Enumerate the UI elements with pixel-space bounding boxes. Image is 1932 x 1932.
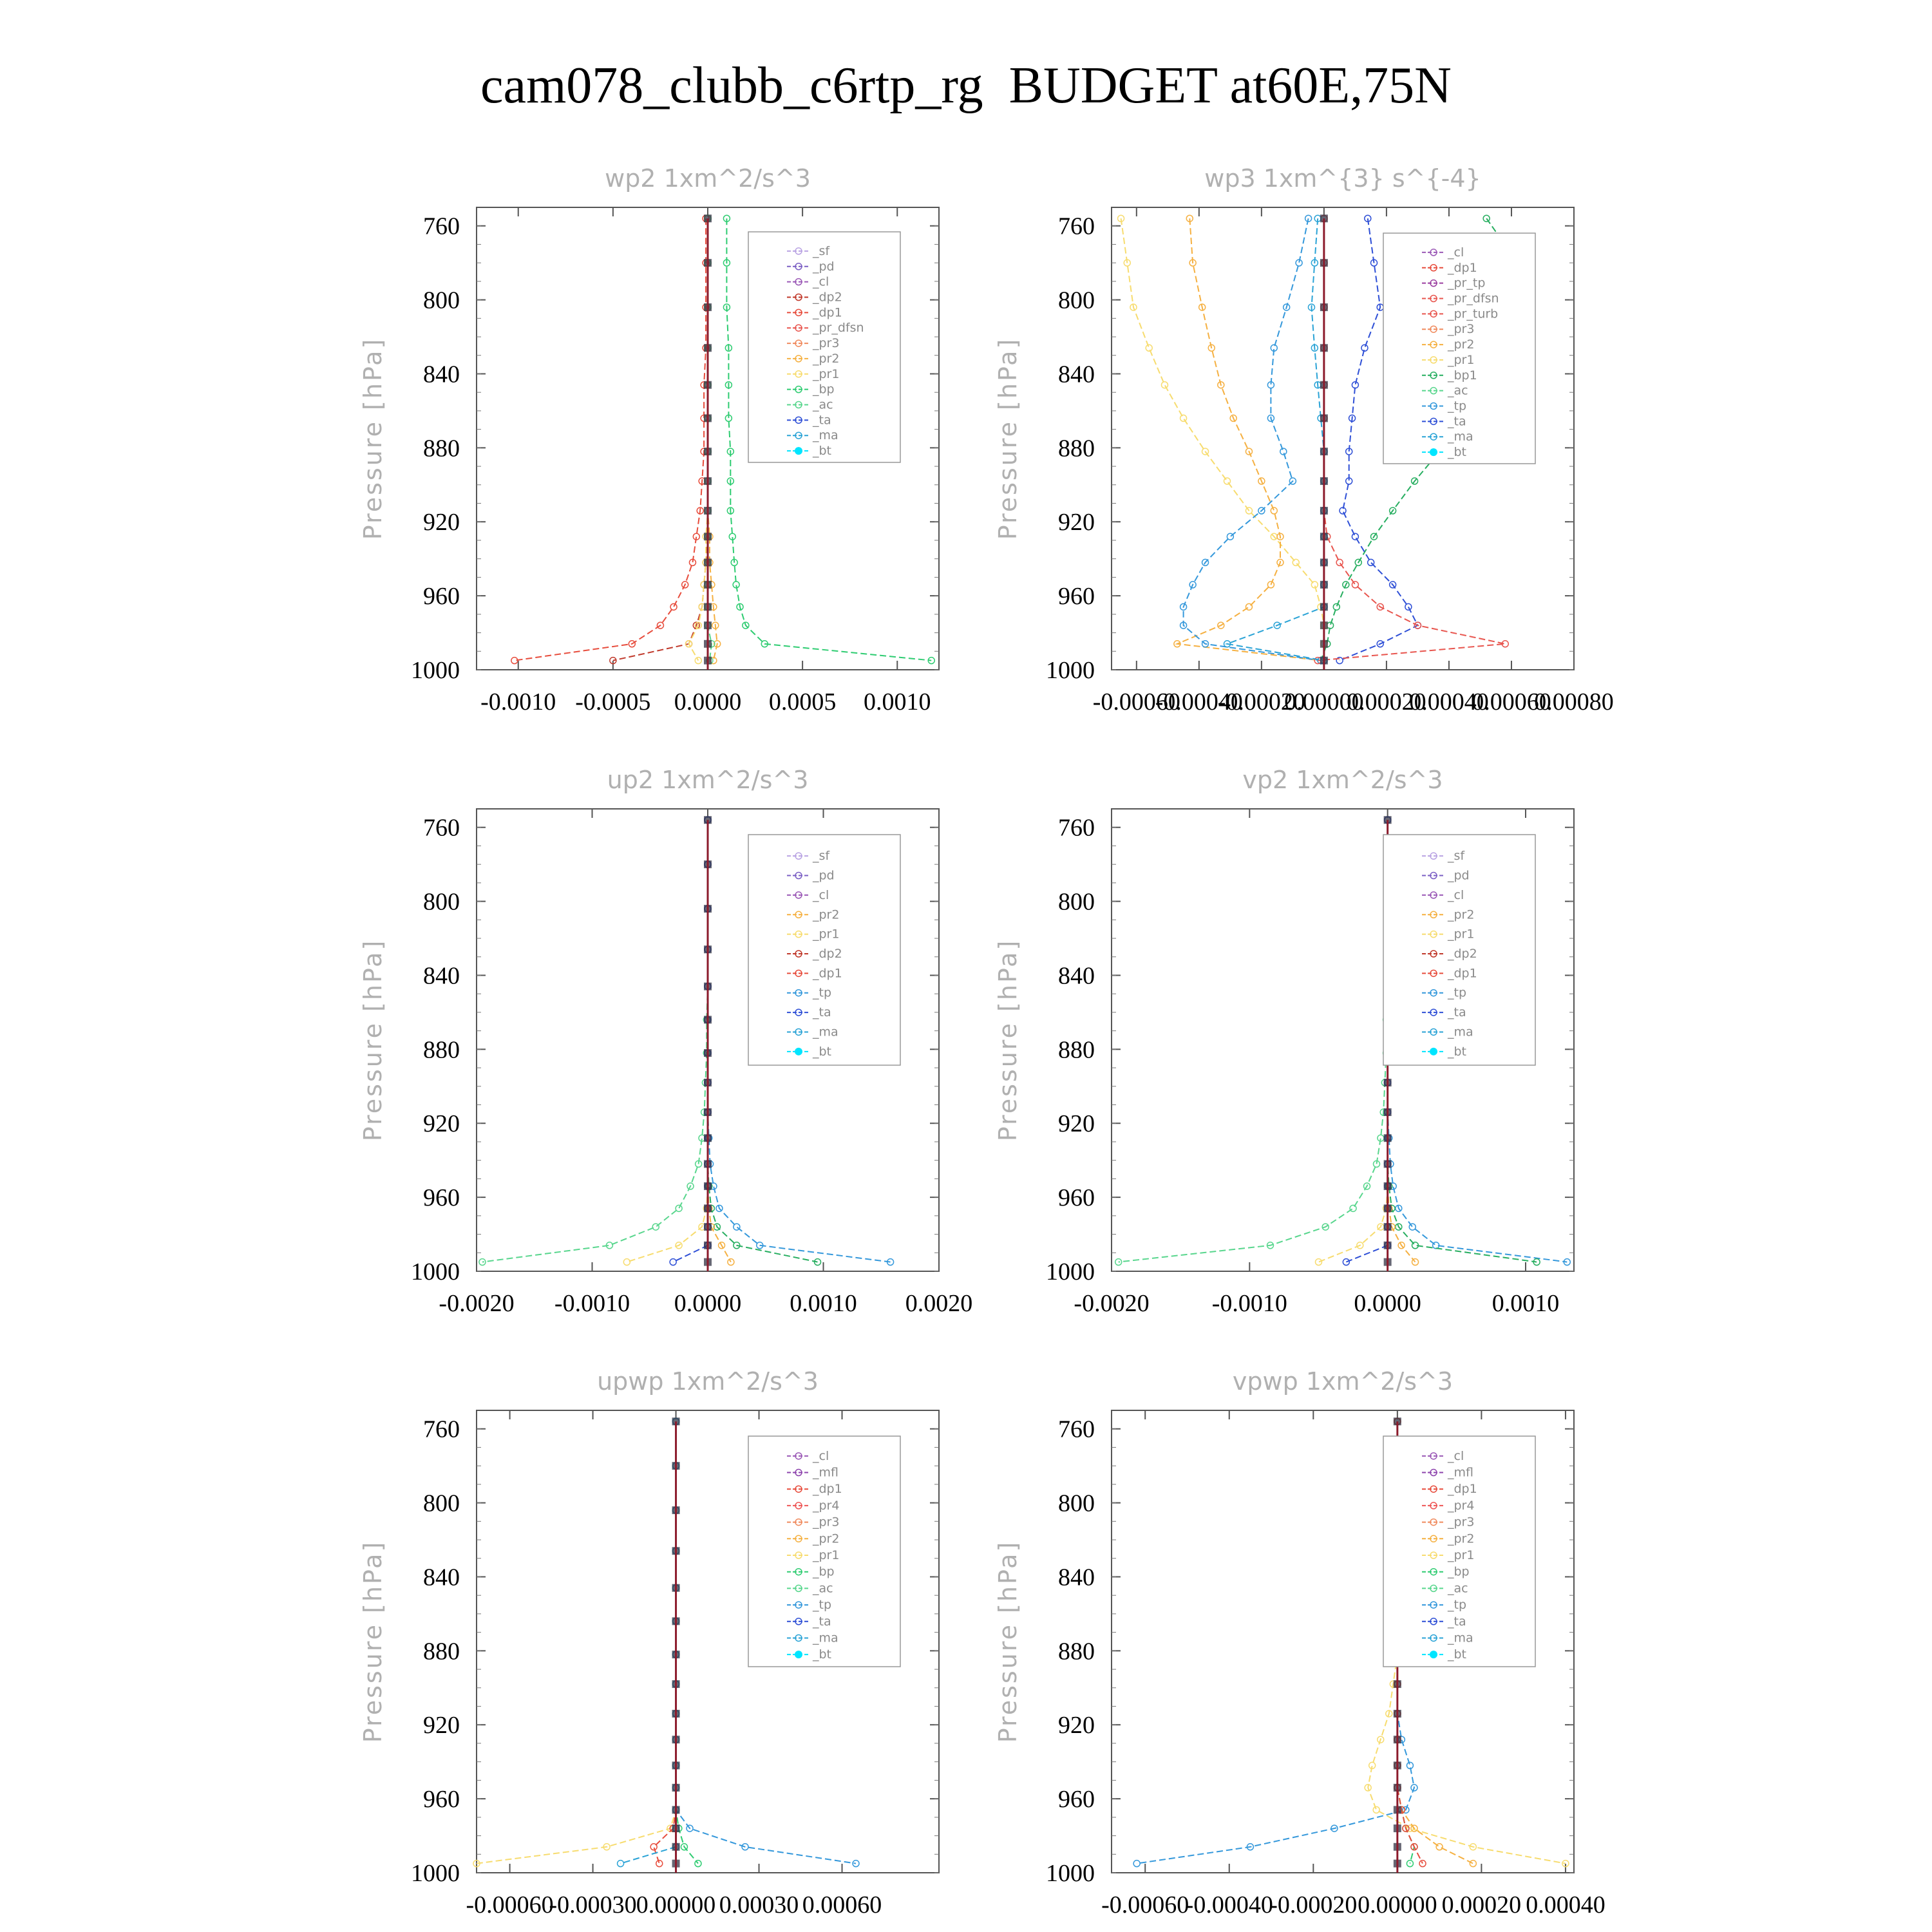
upwp-legend-label: _pr4 xyxy=(813,1498,840,1513)
vp2-point-ta xyxy=(1343,1259,1349,1265)
vpwp-legend-label: _mfl xyxy=(1448,1465,1473,1480)
vpwp-xtick-label: -0.00040 xyxy=(1185,1891,1273,1918)
vpwp-ytick-label: 840 xyxy=(1058,1564,1095,1591)
up2-legend-label: _tp xyxy=(813,985,832,1000)
wp2-y-axis-label: Pressure [hPa] xyxy=(359,337,387,540)
up2-legend-label: _bt xyxy=(813,1044,832,1059)
vpwp-point-pr2 xyxy=(1436,1844,1443,1850)
wp3-legend-label: _pr_tp xyxy=(1448,276,1486,290)
wp3-legend-label: _ac xyxy=(1448,383,1468,398)
vpwp-panel-title: vpwp 1xm^2/s^3 xyxy=(1232,1367,1454,1396)
vp2-panel-title: vp2 1xm^2/s^3 xyxy=(1242,766,1443,794)
up2-xtick-label: 0.0020 xyxy=(905,1290,973,1317)
vp2-ytick-label: 920 xyxy=(1058,1110,1095,1138)
vp2-point-dp1 xyxy=(1350,1205,1356,1211)
wp3-point-tp xyxy=(1280,448,1287,455)
vpwp-point-pr2 xyxy=(1470,1861,1476,1867)
wp2-xtick-label: 0.0000 xyxy=(674,688,742,715)
wp3-ytick-label: 1000 xyxy=(1046,657,1095,684)
upwp-series-pr4 xyxy=(654,1421,676,1863)
wp2-ytick-label: 960 xyxy=(423,583,460,611)
up2-ytick-label: 760 xyxy=(423,814,460,842)
upwp-xtick-label: -0.00030 xyxy=(549,1891,637,1918)
wp3-point-bp1 xyxy=(1333,603,1340,610)
wp2-legend-label: _dp1 xyxy=(813,305,842,320)
wp3-legend-marker xyxy=(1430,448,1437,456)
upwp-ytick-label: 1000 xyxy=(411,1860,460,1887)
wp2-legend-label: _ma xyxy=(813,428,838,443)
vpwp-xtick-label: -0.00020 xyxy=(1269,1891,1358,1918)
up2-ytick-label: 920 xyxy=(423,1110,460,1138)
up2-legend-marker xyxy=(795,1048,802,1056)
vp2-legend-label: _dp1 xyxy=(1448,966,1477,981)
up2-point-dp1 xyxy=(652,1224,659,1230)
wp3-legend-label: _bp1 xyxy=(1448,368,1477,383)
upwp-legend-label: _tp xyxy=(813,1598,832,1613)
wp3-series-pr2 xyxy=(1177,218,1321,660)
upwp-xtick-label: -0.00060 xyxy=(466,1891,554,1918)
wp3-legend-label: _pr_dfsn xyxy=(1448,291,1499,306)
vp2-legend-label: _pd xyxy=(1448,868,1470,883)
vpwp-legend-label: _pr3 xyxy=(1448,1515,1475,1530)
upwp-point-ma xyxy=(618,1861,624,1867)
up2-xtick-label: -0.0020 xyxy=(439,1290,515,1317)
vp2-legend-label: _ma xyxy=(1448,1025,1473,1039)
vp2-point-pr2 xyxy=(1412,1259,1419,1265)
wp2-legend-label: _sf xyxy=(813,243,830,258)
up2-legend-label: _sf xyxy=(813,849,830,864)
vp2-legend-label: _cl xyxy=(1448,887,1464,902)
upwp-series-bp xyxy=(676,1421,698,1863)
wp2-legend-label: _bp xyxy=(813,382,835,397)
vpwp-legend-label: _bt xyxy=(1448,1647,1467,1662)
vp2-legend-label: _bt xyxy=(1448,1044,1467,1059)
vp2-xtick-label: -0.0010 xyxy=(1211,1290,1287,1317)
upwp-legend-label: _bt xyxy=(813,1647,832,1662)
wp2-legend-label: _pr2 xyxy=(813,351,840,366)
up2-point-ta xyxy=(670,1259,676,1265)
wp2-legend-label: _ta xyxy=(813,413,831,428)
wp2-series-dp2 xyxy=(613,218,708,660)
vpwp-xtick-label: -0.00060 xyxy=(1101,1891,1189,1918)
up2-series-pr2 xyxy=(708,820,731,1262)
wp3-series-tp xyxy=(1184,218,1321,660)
wp3-xtick-label: 0.00000 xyxy=(1284,688,1364,715)
wp2-legend-label: _cl xyxy=(813,274,829,289)
vpwp-point-pr4 xyxy=(1419,1861,1426,1867)
wp2-legend-label: _pr_dfsn xyxy=(813,321,864,336)
upwp-ytick-label: 800 xyxy=(423,1490,460,1517)
wp2-legend-label: _dp2 xyxy=(813,290,842,305)
vp2-legend-label: _pr1 xyxy=(1448,927,1475,942)
up2-legend-label: _pr1 xyxy=(813,927,840,942)
upwp-series-ma xyxy=(621,1421,676,1863)
wp3-point-pr1 xyxy=(1180,415,1187,421)
wp3-xtick-label: 0.00060 xyxy=(1472,688,1551,715)
wp2-xtick-label: 0.0005 xyxy=(768,688,837,715)
up2-point-dp1 xyxy=(676,1205,682,1211)
wp3-ytick-label: 880 xyxy=(1058,435,1095,462)
wp3-point-pr1 xyxy=(1146,345,1152,351)
up2-ytick-label: 800 xyxy=(423,888,460,916)
wp3-xtick-label: 0.00080 xyxy=(1534,688,1614,715)
up2-panel-title: up2 1xm^2/s^3 xyxy=(607,766,809,794)
wp3-ytick-label: 840 xyxy=(1058,361,1095,388)
vp2-ytick-label: 1000 xyxy=(1046,1258,1095,1285)
up2-xtick-label: 0.0010 xyxy=(790,1290,857,1317)
wp2-ytick-label: 800 xyxy=(423,287,460,314)
upwp-xtick-label: 0.00060 xyxy=(802,1891,882,1918)
wp3-point-tp xyxy=(1227,533,1233,540)
wp3-point-ta xyxy=(1352,533,1358,540)
wp3-point-pr2 xyxy=(1245,603,1252,610)
wp2-legend-label: _pd xyxy=(813,259,835,274)
upwp-point-pr4 xyxy=(656,1861,663,1867)
upwp-series-pr1 xyxy=(477,1421,676,1863)
vpwp-legend-label: _ma xyxy=(1448,1631,1473,1645)
vpwp-ytick-label: 760 xyxy=(1058,1416,1095,1443)
vpwp-xtick-label: 0.00020 xyxy=(1441,1891,1522,1918)
wp3-legend-label: _pr3 xyxy=(1448,322,1475,337)
up2-ytick-label: 880 xyxy=(423,1036,460,1064)
vpwp-legend-label: _dp1 xyxy=(1448,1482,1477,1497)
wp3-legend-label: _cl xyxy=(1448,245,1464,260)
upwp-legend-label: _ac xyxy=(813,1581,833,1596)
wp3-legend-label: _bt xyxy=(1448,445,1467,460)
up2-ytick-label: 1000 xyxy=(411,1258,460,1285)
up2-point-dp1 xyxy=(479,1259,486,1265)
vp2-ytick-label: 760 xyxy=(1058,814,1095,842)
wp3-legend-label: _pr1 xyxy=(1448,352,1475,367)
wp3-legend-label: _ma xyxy=(1448,430,1473,444)
vpwp-legend-label: _cl xyxy=(1448,1448,1464,1463)
wp3-legend-label: _pr_turb xyxy=(1448,307,1499,321)
vpwp-ytick-label: 800 xyxy=(1058,1490,1095,1517)
vp2-ytick-label: 880 xyxy=(1058,1036,1095,1064)
up2-legend-label: _ma xyxy=(813,1025,838,1039)
figure-title: cam078_clubb_c6rtp_rg BUDGET at60E,75N xyxy=(480,57,1452,114)
vpwp-point-pr1 xyxy=(1373,1806,1379,1813)
wp2-ytick-label: 880 xyxy=(423,435,460,462)
vpwp-series-tp xyxy=(1137,1421,1414,1863)
wp3-point-pr1 xyxy=(1293,559,1299,565)
vp2-series-ta xyxy=(1346,820,1387,1262)
upwp-ytick-label: 880 xyxy=(423,1638,460,1665)
wp2-xtick-label: -0.0005 xyxy=(575,688,651,715)
vp2-y-axis-label: Pressure [hPa] xyxy=(994,938,1022,1142)
up2-legend-label: _dp2 xyxy=(813,947,842,961)
up2-series-dp1 xyxy=(482,820,708,1262)
wp3-ytick-label: 760 xyxy=(1058,213,1095,240)
wp3-legend-label: _dp1 xyxy=(1448,260,1477,275)
wp3-xtick-label: -0.00020 xyxy=(1217,688,1305,715)
wp2-legend-label: _ac xyxy=(813,397,833,412)
up2-point-pr1 xyxy=(623,1259,630,1265)
up2-xtick-label: 0.0000 xyxy=(674,1290,742,1317)
vp2-ytick-label: 800 xyxy=(1058,888,1095,916)
wp3-point-bp1 xyxy=(1327,622,1334,629)
wp3-panel-title: wp3 1xm^{3} s^{-4} xyxy=(1204,164,1481,193)
wp3-point-pr2 xyxy=(1271,507,1277,514)
wp3-series-pr1 xyxy=(1121,218,1324,660)
vpwp-legend-label: _tp xyxy=(1448,1598,1467,1613)
vpwp-ytick-label: 880 xyxy=(1058,1638,1095,1665)
upwp-panel-title: upwp 1xm^2/s^3 xyxy=(597,1367,819,1396)
up2-ytick-label: 840 xyxy=(423,962,460,990)
wp3-xtick-label: 0.00040 xyxy=(1409,688,1489,715)
up2-series-pr1 xyxy=(627,820,708,1262)
vpwp-legend-marker xyxy=(1430,1651,1437,1658)
upwp-xtick-label: 0.00000 xyxy=(636,1891,716,1918)
up2-xtick-label: -0.0010 xyxy=(554,1290,630,1317)
vp2-xtick-label: 0.0000 xyxy=(1354,1290,1421,1317)
vpwp-point-tp xyxy=(1133,1861,1140,1867)
up2-y-axis-label: Pressure [hPa] xyxy=(359,938,387,1142)
vp2-legend-label: _ta xyxy=(1448,1005,1466,1020)
upwp-legend-label: _cl xyxy=(813,1448,829,1463)
upwp-legend-marker xyxy=(795,1651,802,1658)
wp2-ytick-label: 760 xyxy=(423,213,460,240)
wp3-point-pr1 xyxy=(1224,478,1231,484)
wp2-point-pr1 xyxy=(695,658,701,664)
wp3-point-ta xyxy=(1368,559,1374,565)
vp2-series-dp1 xyxy=(1119,820,1388,1262)
vp2-legend-label: _tp xyxy=(1448,985,1467,1000)
up2-legend-label: _pd xyxy=(813,868,835,883)
vpwp-legend-label: _pr1 xyxy=(1448,1548,1475,1562)
up2-series-ta xyxy=(673,820,708,1262)
vpwp-legend-label: _pr2 xyxy=(1448,1531,1475,1546)
wp3-point-pr_dfsn xyxy=(1352,582,1358,588)
wp2-legend-label: _pr1 xyxy=(813,366,840,381)
wp2-ytick-label: 920 xyxy=(423,509,460,536)
vp2-ytick-label: 840 xyxy=(1058,962,1095,990)
wp3-point-pr_dfsn xyxy=(1336,559,1343,565)
upwp-legend-label: _mfl xyxy=(813,1465,838,1480)
wp2-panel-title: wp2 1xm^2/s^3 xyxy=(605,164,811,193)
wp2-legend-label: _pr3 xyxy=(813,336,840,351)
upwp-legend-label: _dp1 xyxy=(813,1482,842,1497)
vpwp-legend-label: _ac xyxy=(1448,1581,1468,1596)
upwp-ytick-label: 760 xyxy=(423,1416,460,1443)
vp2-legend-label: _sf xyxy=(1448,849,1465,864)
vpwp-y-axis-label: Pressure [hPa] xyxy=(994,1540,1022,1743)
vpwp-xtick-label: 0.00040 xyxy=(1526,1891,1605,1918)
vp2-legend-label: _pr2 xyxy=(1448,907,1475,922)
wp3-legend-label: _ta xyxy=(1448,414,1466,429)
vpwp-legend-label: _ta xyxy=(1448,1614,1466,1629)
upwp-legend-label: _pr1 xyxy=(813,1548,840,1562)
upwp-legend-label: _pr3 xyxy=(813,1515,840,1530)
wp3-ytick-label: 800 xyxy=(1058,287,1095,314)
upwp-ytick-label: 920 xyxy=(423,1712,460,1739)
upwp-y-axis-label: Pressure [hPa] xyxy=(359,1540,387,1743)
vpwp-ytick-label: 960 xyxy=(1058,1786,1095,1814)
wp3-point-pr1 xyxy=(1161,382,1168,388)
wp3-ytick-label: 920 xyxy=(1058,509,1095,536)
wp3-series-ma xyxy=(1227,218,1324,660)
up2-legend-label: _cl xyxy=(813,887,829,902)
wp3-xtick-label: -0.00040 xyxy=(1155,688,1243,715)
vpwp-legend-label: _bp xyxy=(1448,1564,1470,1579)
wp3-legend-label: _tp xyxy=(1448,399,1467,413)
up2-legend-label: _ta xyxy=(813,1005,831,1020)
wp3-y-axis-label: Pressure [hPa] xyxy=(994,337,1022,540)
vp2-series-pr1 xyxy=(1319,820,1388,1262)
wp2-series-pr1 xyxy=(689,218,708,660)
wp3-legend-label: _pr2 xyxy=(1448,337,1475,352)
vp2-legend-marker xyxy=(1430,1048,1437,1056)
wp3-xtick-label: 0.00020 xyxy=(1347,688,1426,715)
vp2-point-pr1 xyxy=(1315,1259,1321,1265)
wp2-series-dp1 xyxy=(515,218,706,660)
vp2-legend-label: _dp2 xyxy=(1448,947,1477,961)
up2-ytick-label: 960 xyxy=(423,1184,460,1212)
up2-legend-label: _pr2 xyxy=(813,907,840,922)
vpwp-ytick-label: 1000 xyxy=(1046,1860,1095,1887)
up2-point-pr2 xyxy=(728,1259,734,1265)
vp2-xtick-label: -0.0020 xyxy=(1074,1290,1150,1317)
vpwp-ytick-label: 920 xyxy=(1058,1712,1095,1739)
vp2-ytick-label: 960 xyxy=(1058,1184,1095,1212)
upwp-ytick-label: 960 xyxy=(423,1786,460,1814)
wp2-point-dp1 xyxy=(670,603,677,610)
upwp-ytick-label: 840 xyxy=(423,1564,460,1591)
upwp-point-pr4 xyxy=(650,1844,657,1850)
upwp-legend-label: _ma xyxy=(813,1631,838,1645)
vp2-xtick-label: 0.0010 xyxy=(1492,1290,1560,1317)
up2-legend-label: _dp1 xyxy=(813,966,842,981)
upwp-legend-label: _bp xyxy=(813,1564,835,1579)
wp2-series-pr2 xyxy=(708,218,717,660)
vp2-point-tp xyxy=(1409,1224,1416,1230)
wp2-ytick-label: 840 xyxy=(423,361,460,388)
wp3-ytick-label: 960 xyxy=(1058,583,1095,611)
wp2-legend-label: _bt xyxy=(813,444,832,459)
up2-point-tp xyxy=(734,1224,740,1230)
wp2-legend-marker xyxy=(795,447,802,455)
vpwp-xtick-label: 0.00000 xyxy=(1358,1891,1437,1918)
upwp-legend-label: _ta xyxy=(813,1614,831,1629)
wp2-xtick-label: -0.0010 xyxy=(480,688,556,715)
vpwp-legend-label: _pr4 xyxy=(1448,1498,1475,1513)
wp2-xtick-label: 0.0010 xyxy=(864,688,931,715)
upwp-xtick-label: 0.00030 xyxy=(719,1891,799,1918)
wp3-xtick-label: -0.00060 xyxy=(1092,688,1180,715)
vpwp-point-bp xyxy=(1406,1861,1413,1867)
wp2-ytick-label: 1000 xyxy=(411,657,460,684)
upwp-legend-label: _pr2 xyxy=(813,1531,840,1546)
